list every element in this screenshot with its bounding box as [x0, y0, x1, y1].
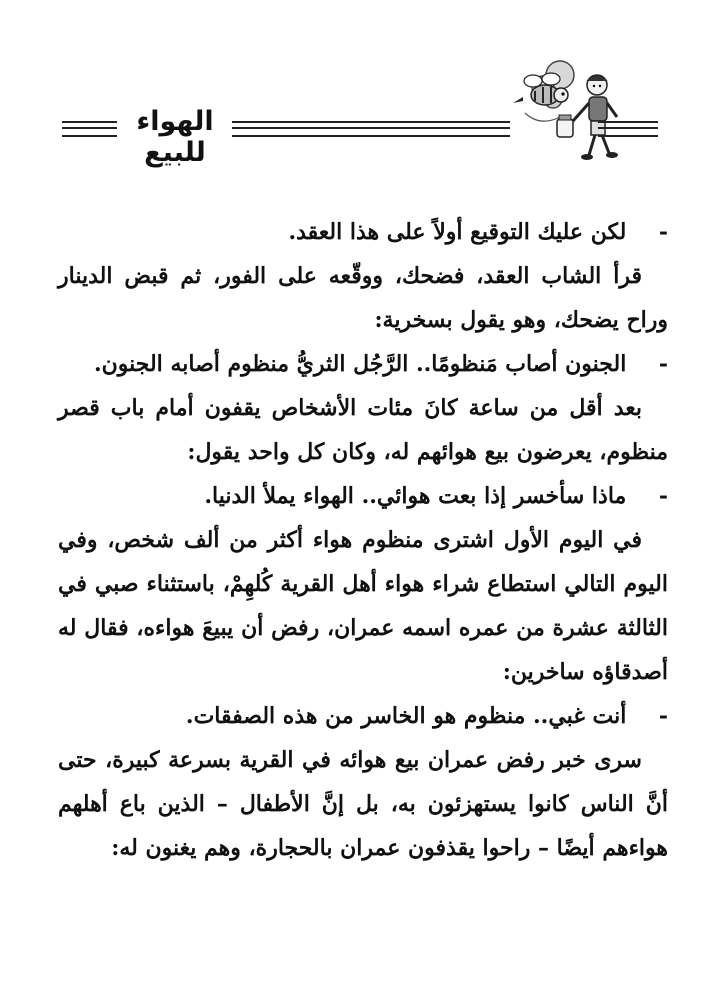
- dialogue-text: أنت غبي.. منظوم هو الخاسر من هذه الصفقات.: [185, 703, 627, 729]
- paragraph: بعد أقل من ساعة كانَ مئات الأشخاص يقفون أمام باب قصر منظوم، يعرضون بيع هوائهم له، وكان كل واحد يقول:: [58, 395, 668, 465]
- bee-and-boy-illustration-icon: [505, 55, 625, 165]
- header-rule-right: [598, 121, 658, 137]
- dialogue-dash: -: [658, 483, 668, 509]
- page-header: [0, 0, 720, 170]
- dialogue-dash: -: [658, 703, 668, 729]
- paragraph: قرأ الشاب العقد، فضحك، ووقّعه على الفور، ثم قبض الدينار وراح يضحك، وهو يقول بسخرية:: [58, 263, 668, 333]
- dialogue-line: [58, 474, 668, 518]
- paragraph: سرى خبر رفض عمران بيع هوائه في القرية بسرعة كبيرة، حتى أنَّ الناس كانوا يستهزئون به، بل إنَّ الأطفال – الذين باع أهلهم هواءهم أيضًا – راحوا يقذفون عمران بالحجارة، وهم يغنون له:: [58, 747, 668, 861]
- dialogue-text: الجنون أصاب مَنظومًا.. الرَّجُل الثريُّ منظوم أصابه الجنون.: [93, 351, 627, 377]
- dialogue-line: [58, 210, 668, 254]
- chapter-title: الهواء للبيع: [136, 106, 214, 168]
- dialogue-text: لكن عليك التوقيع أولاً على هذا العقد.: [288, 219, 627, 245]
- dialogue-line: [58, 694, 668, 738]
- header-rule-left: [62, 121, 117, 137]
- dialogue-dash: -: [658, 351, 668, 377]
- dialogue-line: [58, 342, 668, 386]
- header-rule-middle: [232, 121, 510, 137]
- page-body: [58, 210, 668, 870]
- paragraph: في اليوم الأول اشترى منظوم هواء أكثر من ألف شخص، وفي اليوم التالي استطاع شراء هواء أهل القرية كُلهِمْ، باستثناء صبي في الثالثة عشرة من عمره اسمه عمران، رفض أن يبيعَ هواءه، فقال له أصدقاؤه ساخرين:: [58, 527, 668, 685]
- dialogue-dash: -: [658, 219, 668, 245]
- dialogue-text: ماذا سأخسر إذا بعت هوائي.. الهواء يملأ الدنيا.: [204, 483, 627, 509]
